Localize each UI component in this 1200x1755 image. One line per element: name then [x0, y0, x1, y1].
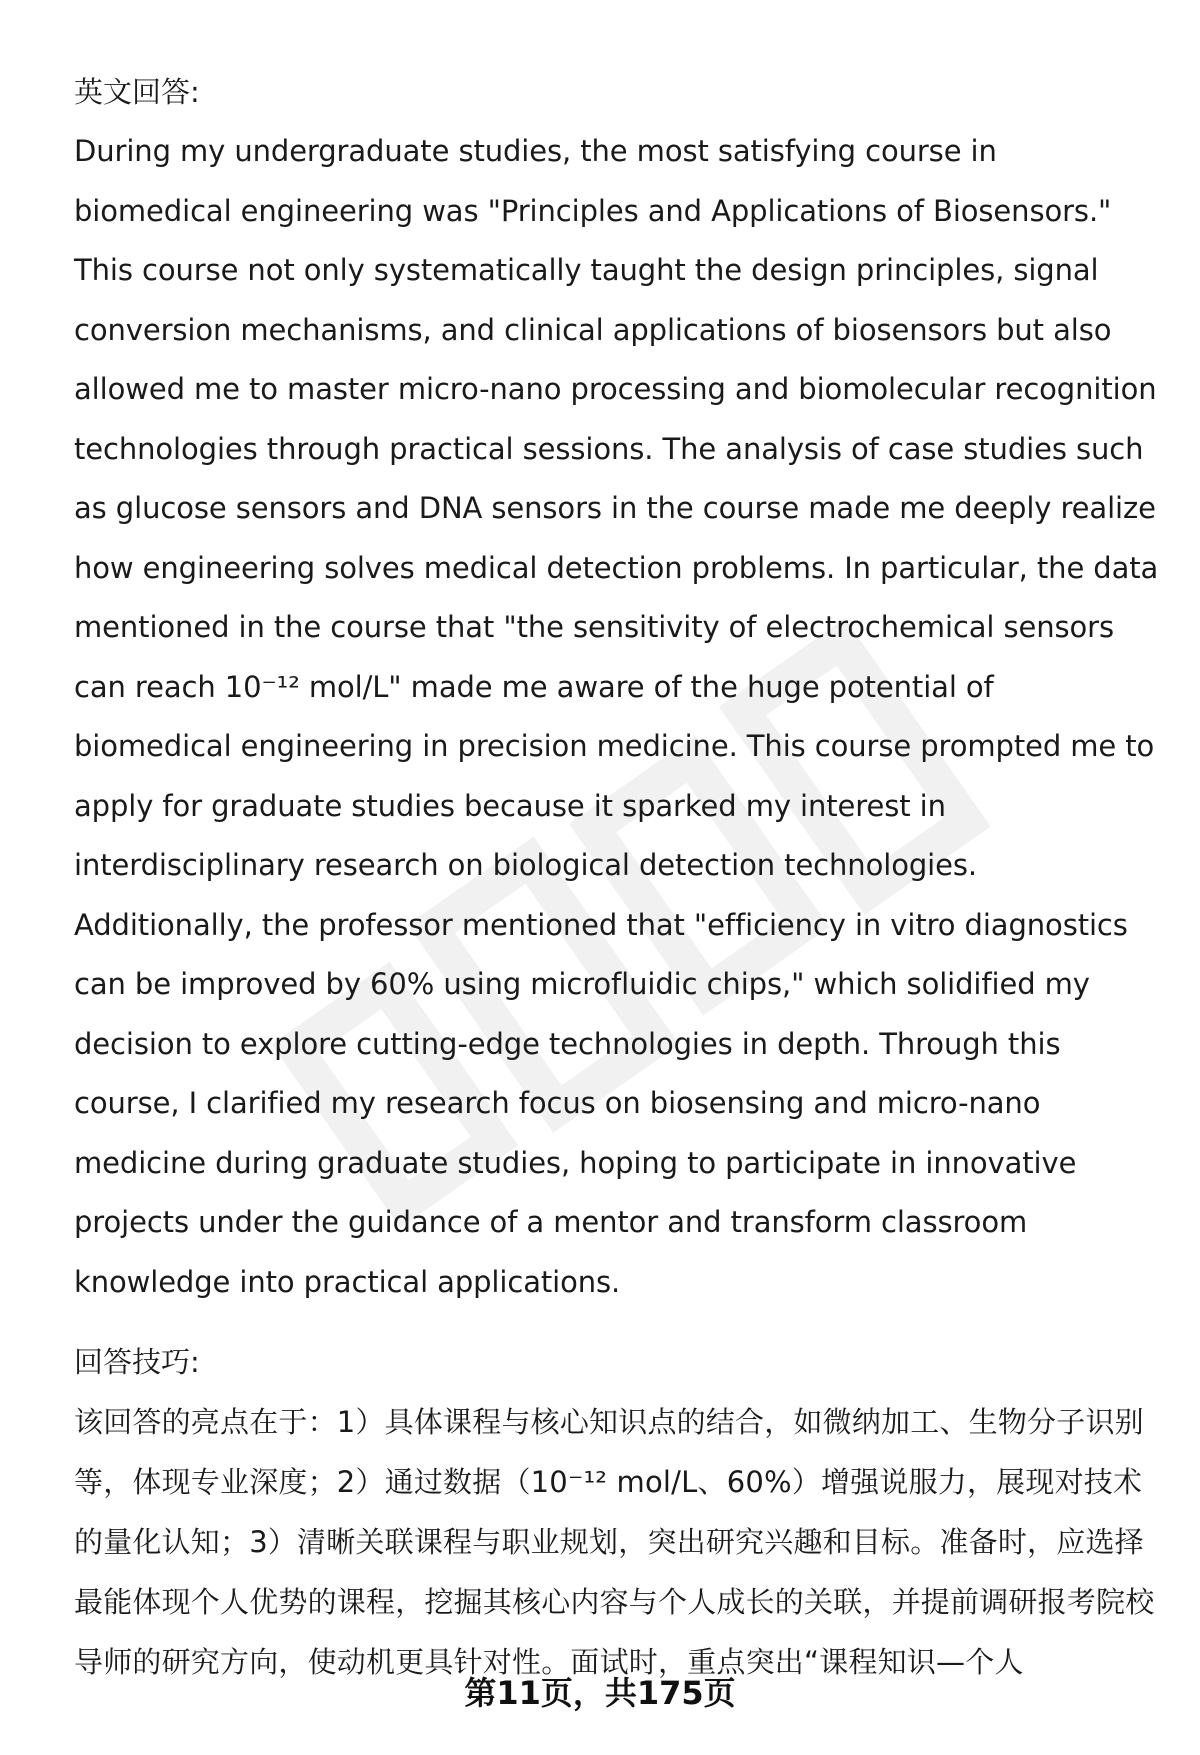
english-answer-body: During my undergraduate studies, the most satisfying course in biomedical engineering was "Principles and Applications of Biosensors." This course not only systematically taught the design principles, signal conversion mechanisms, and clinical applications of biosensors but also allowed me to master micro-nano processing and biomolecular recognition technologies through practical sessions. The analysis of case studies such as glucose sensors and DNA sensors in the course made me deeply realize how engineering solves medical detection problems. In particular, the data mentioned in the course that "the sensitivity of electrochemical sensors can reach 10⁻¹² mol/L" made me aware of the huge potential of biomedical engineering in precision medicine. This course prompted me to apply for graduate studies because it sparked my interest in interdisciplinary research on biological detection technologies. Additionally, the professor mentioned that "efficiency in vitro diagnostics can be improved by 60% using microfluidic chips," which solidified my decision to explore cutting-edge technologies in depth. Through this course, I clarified my research focus on biosensing and micro-nano medicine during graduate studies, hoping to participate in innovative projects under the guidance of a mentor and transform classroom knowledge into practical applications. [74, 134, 1159, 1299]
answer-tips-heading: 回答技巧: [74, 1345, 200, 1379]
document-page [74, 62, 1160, 1692]
page-number-footer: 第11页，共175页 [464, 1674, 736, 1712]
answer-tips-body: 该回答的亮点在于：1）具体课程与核心知识点的结合，如微纳加工、生物分子识别等，体现专业深度；2）通过数据（10⁻¹² mol/L、60%）增强说服力，展现对技术的量化认知；3）清晰关联课程与职业规划，突出研究兴趣和目标。准备时，应选择最能体现个人优势的课程，挖掘其核心内容与个人成长的关联，并提前调研报考院校导师的研究方向，使动机更具针对性。面试时，重点突出“课程知识—个人 [74, 1405, 1155, 1679]
english-answer-heading: 英文回答: [74, 75, 200, 109]
